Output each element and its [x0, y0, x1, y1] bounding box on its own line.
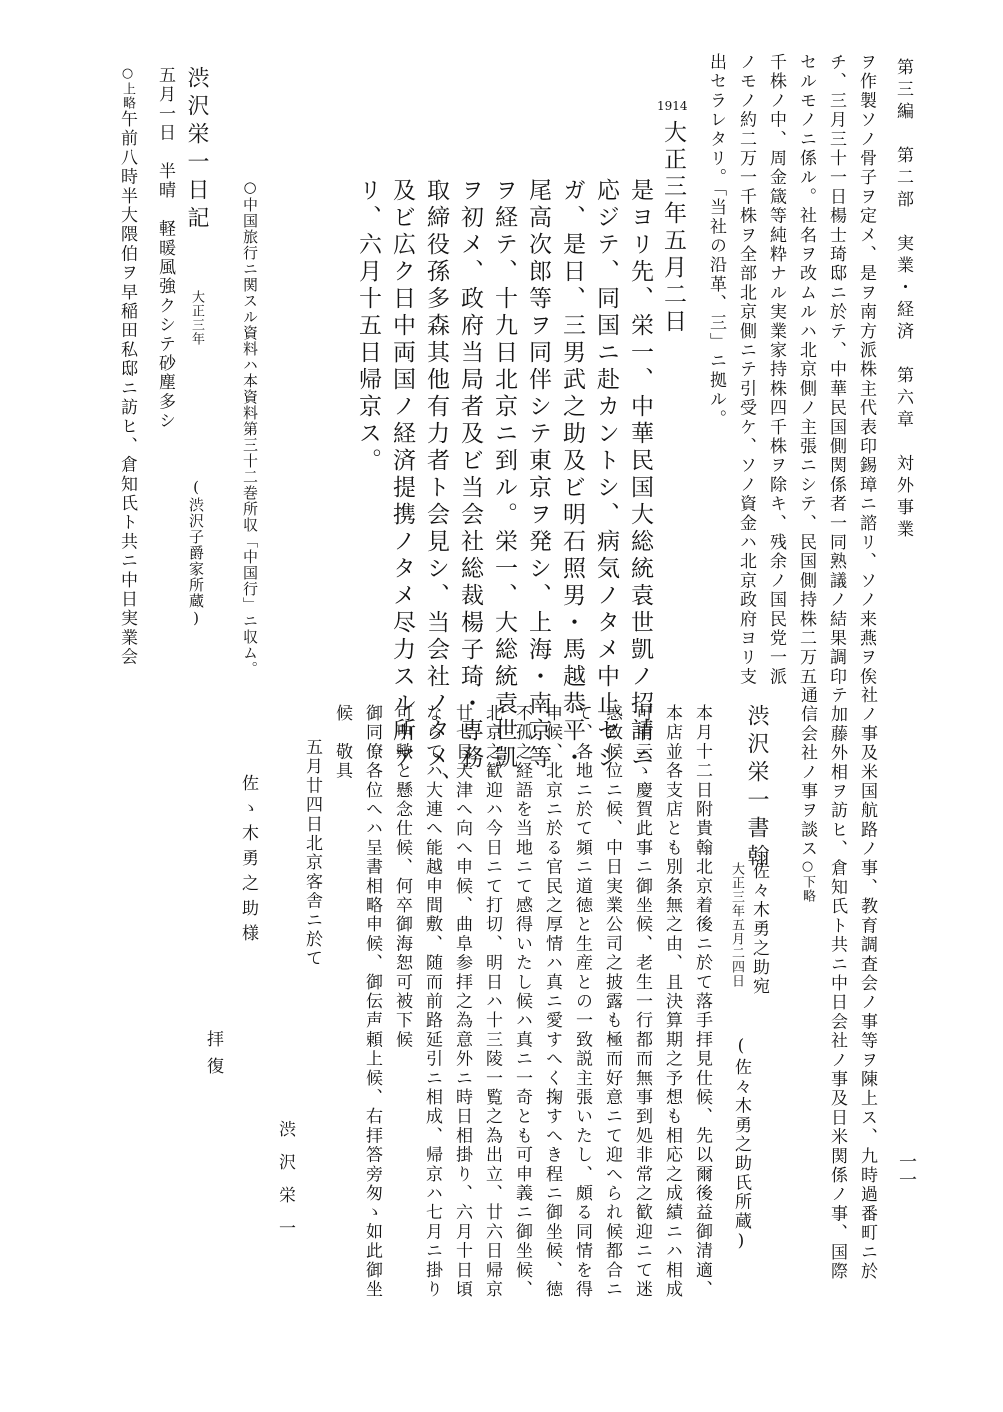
letter-line-12: 御同僚各位へハ呈書相略申候、御伝声頼上候、右拝答旁匆ゝ如此御坐 [362, 704, 382, 1300]
intro-line-6: 出セラレタリ。「当社の沿革、三」ニ拠ル。 [706, 53, 726, 429]
body-line-7: 取締役孫多森其他有力者ト会見シ、当会社ノタメ、 [423, 178, 449, 799]
body-line-5: ヲ経テ、十九日北京ニ到ル。栄一、大総統袁世凱 [491, 178, 517, 772]
letter-recipient: 佐ゝ木勇之助様 [238, 774, 258, 949]
letter-date: 五月廿四日北京客舎ニ於て [302, 738, 322, 969]
omit-mark: ○上略 [120, 66, 135, 110]
letter-addressee: 佐々木勇之助宛 [749, 862, 769, 997]
letter-line-7: 不孤之経語を当地ニて感得いたし候ハ真ニ一奇とも可申義ニ御坐候、 [512, 704, 532, 1300]
intro-line-1: ヲ作製ソノ骨子ヲ定メ、是ヲ南方派株主代表印錫璋ニ諮リ、ソノ来燕ヲ俟 [856, 53, 876, 687]
letter-source: (佐々木勇之助氏所蔵) [731, 1036, 751, 1254]
letter-line-1: 本月十二日附貴翰北京着後ニ於て落手拝見仕候、先以爾後益御清適、 [692, 704, 712, 1300]
page-number: 一一 [896, 1152, 917, 1188]
cont-line-1: 社ノ事及米国航路ノ事、教育調査会ノ事等ヲ陳上ス、九時過番町ニ於 [857, 686, 877, 1282]
letter-line-8: 北京之歓迎ハ今日ニて打切、明日ハ十三陵一覧之為出立、廿六日帰京 [482, 704, 502, 1300]
intro-line-2: チ、三月三十一日楊士琦邸ニ於テ、中華民国側関係者一同熟議ノ結果調印 [826, 53, 846, 687]
diary-text: 午前八時半大隈伯ヲ早稲田私邸ニ訪ヒ、倉知氏ト共ニ中日実業会 [117, 110, 137, 667]
letter-line-5: て、各地ニ於て頻ニ道徳と生産との一致説主張いたし、頗る同情を得 [572, 704, 592, 1300]
letter-line-6: 申候、北京ニ於る官民之厚情ハ真ニ愛すへく掬すへき程ニ御坐候、徳 [542, 704, 562, 1300]
letter-line-2: 本店並各支店とも別条無之由、且決算期之予想も相応之成績ニハ相成 [662, 704, 682, 1300]
western-year: 1914 [657, 99, 688, 113]
intro-line-3: セルモノニ係ル。社名ヲ改ムルハ北京側ノ主張ニシテ、民国側持株二万五 [796, 53, 816, 687]
diary-entry: 五月一日 半晴 軽暖風強クシテ砂塵多シ [155, 66, 175, 431]
letter-line-10: ならてハ大連へ能越申間敷、随而前路延引ニ相成、帰京ハ七月ニ掛り [422, 704, 442, 1300]
intro-line-5: ノモノ約二万一千株ヲ全部北京側ニテ引受ケ、ソノ資金ハ北京政府ヨリ支 [736, 53, 756, 687]
letter-line-9: 廿七日天津へ向へ申候、曲阜参拝之為意外ニ時日相掛り、六月十日頃 [452, 704, 472, 1300]
date-heading: 大正三年五月二日 [660, 120, 686, 336]
cont-line-3-text: 通信会社ノ事ヲ談ス [797, 686, 817, 859]
letter-closing: 拝復 [203, 1030, 223, 1084]
running-header: 第三編 第二部 実業・経済 第六章 対外事業 [893, 58, 913, 542]
letter-line-11: 可申歟と懸念仕候、何卒御海恕可被下候 [392, 704, 412, 1050]
letter-line-3: 可申云ゝ慶賀此事ニ御坐候、老生一行都而無事到処非常之歓迎ニて迷 [632, 704, 652, 1300]
body-line-3: ガ、是日、三男武之助及ビ明石照男・馬越恭平・ [559, 178, 585, 772]
body-line-8: 及ビ広ク日中両国ノ経済提携ノタメ尽力スル所ア [389, 178, 415, 772]
cont-line-2: テ加藤外相ヲ訪ヒ、倉知氏ト共ニ中日会社ノ事及日米関係ノ事、国際 [827, 686, 847, 1282]
body-line-9: リ、六月十五日帰京ス。 [355, 178, 381, 475]
diary-year: 大正三年 [189, 290, 204, 346]
diary-text-line [118, 66, 135, 667]
body-line-6: ヲ初メ、政府当局者及ビ当会社総裁楊子琦・専務 [457, 178, 483, 772]
letter-sender: 渋沢栄一 [275, 1120, 295, 1252]
diary-source: (渋沢子爵家所蔵) [187, 478, 205, 628]
letter-line-13: 候 敬具 [332, 704, 352, 781]
intro-line-4: 千株ノ中、周金箴等純粋ナル実業家持株四千株ヲ除キ、残余ノ国民党一派 [766, 53, 786, 687]
note-line: ○中国旅行ニ関スル資料ハ本資料第三十二巻所収「中国行」ニ収ム。 [241, 178, 259, 677]
body-line-4: 尾高次郎等ヲ同伴シテ東京ヲ発シ、上海・南京等 [525, 178, 551, 772]
body-line-2: 応ジテ、同国ニ赴カントシ、病気ノタメ中止セシ [593, 178, 619, 772]
cont-line-3 [798, 686, 815, 903]
letter-date-small: 大正三年五月二四日 [729, 862, 744, 988]
cont-omit-mark: ○下略 [800, 858, 815, 903]
letter-line-4: 惑致候位ニ候、中日実業公司之披露も極而好意ニて迎へられ候都合ニ [602, 704, 622, 1300]
letter-title: 渋沢栄一書翰 [744, 704, 769, 872]
diary-title: 渋沢栄一日記 [184, 66, 209, 234]
body-line-1: 是ヨリ先、栄一、中華民国大総統袁世凱ノ招請ニ [627, 178, 653, 772]
